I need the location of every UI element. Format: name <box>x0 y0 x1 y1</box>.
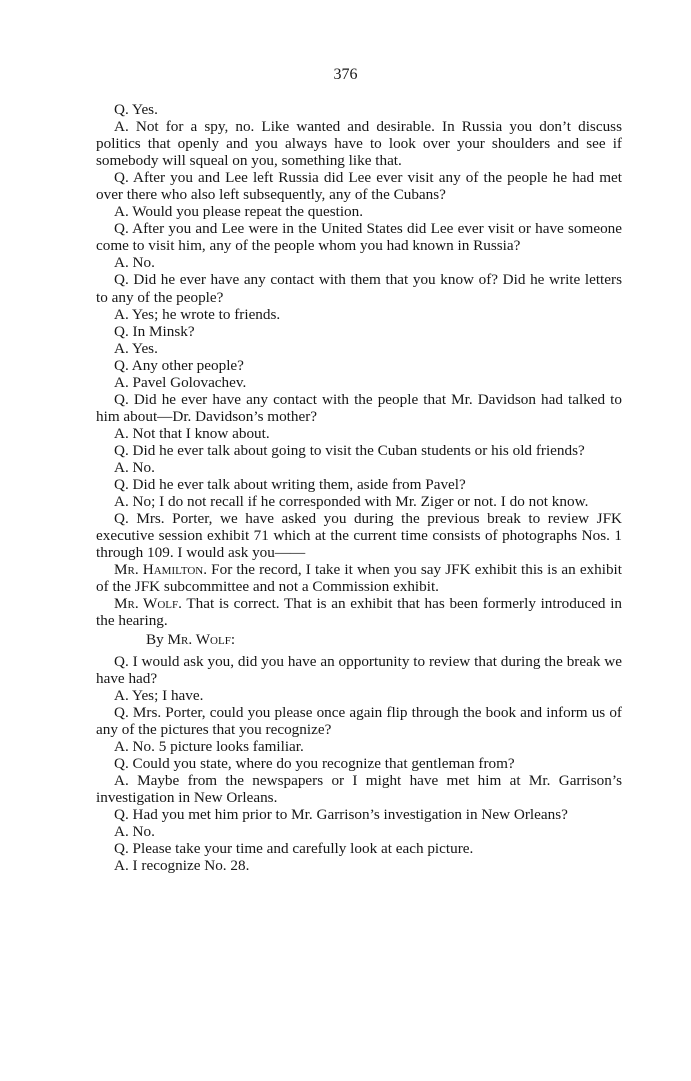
transcript-line: A. Yes; I have. <box>114 686 204 704</box>
speaker-name: Mr. Hamilton. <box>114 561 208 579</box>
transcript-paragraph: Q. Mrs. Porter, could you please once again flip through the book and inform us of any of the pictures that you recognize? <box>96 703 622 738</box>
transcript-line: Q. Please take your time and carefully look at each picture. <box>114 840 474 858</box>
transcript-line: A. I recognize No. 28. <box>114 857 250 875</box>
transcript-line: Q. Yes. <box>114 101 158 118</box>
speaker-text: That is correct. That is an exhibit that has been formerly introduced in the hearing. <box>96 595 623 630</box>
transcript-paragraph: Q. I would ask you, did you have an opportunity to review that during the break we have had? <box>96 652 622 687</box>
transcript-paragraph: Q. Did he ever talk about going to visit the Cuban students or his old friends? <box>114 441 585 459</box>
transcript-paragraph: Q. After you and Lee left Russia did Lee ever visit any of the people he had met over there who also left subsequently, any of the Cubans? <box>96 169 622 204</box>
transcript-line: Q. In Minsk? <box>114 322 195 340</box>
transcript-line: A. Not that I know about. <box>114 424 270 442</box>
transcript-line: A. Yes; he wrote to friends. <box>114 305 281 323</box>
transcript-paragraph: Q. Had you met him prior to Mr. Garrison’s investigation in New Orleans? <box>114 805 568 823</box>
transcript-paragraph: Q. Did he ever have any contact with them that you know of? Did he write letters to any of the people? <box>96 271 622 306</box>
examiner-byline <box>96 631 622 648</box>
speaker-paragraph <box>96 595 622 629</box>
transcript-line: A. Yes. <box>114 339 158 357</box>
transcript-line: A. Pavel Golovachev. <box>114 373 247 391</box>
transcript-paragraph: Q. Did he ever have any contact with the people that Mr. Davidson had talked to him about—Dr. Davidson’s mother? <box>96 390 622 425</box>
speaker-paragraph <box>96 561 622 595</box>
byline-suffix: : <box>230 631 236 649</box>
transcript-line: A. No. 5 picture looks familiar. <box>114 737 304 755</box>
transcript-body <box>96 101 622 874</box>
transcript-line: A. No. <box>114 822 155 840</box>
transcript-paragraph: Q. Mrs. Porter, we have asked you during the previous break to review JFK executive session exhibit 71 which at the current time consists of photographs Nos. 1 through 109. I would ask you—— <box>96 510 622 562</box>
transcript-line: Q. Did he ever talk about writing them, aside from Pavel? <box>114 476 466 494</box>
transcript-paragraph: A. No; I do not recall if he corresponded with Mr. Ziger or not. I do not know. <box>114 493 589 511</box>
transcript-line: A. Would you please repeat the question. <box>114 203 364 221</box>
transcript-line: Q. Any other people? <box>114 356 244 374</box>
transcript-line: Q. Could you state, where do you recognize that gentleman from? <box>114 754 515 772</box>
byline-prefix: By <box>146 631 168 649</box>
transcript-line: A. No. <box>114 254 155 272</box>
transcript-paragraph: Q. After you and Lee were in the United States did Lee ever visit or have someone come to visit him, any of the people whom you had known in Russia? <box>96 220 622 255</box>
speaker-text: For the record, I take it when you say JFK exhibit this is an exhibit of the JFK subcommittee and not a Commission exhibit. <box>96 561 622 596</box>
transcript-paragraph: A. Not for a spy, no. Like wanted and desirable. In Russia you don’t discuss politics that openly and you always have to look over your shoulders and see if somebody will squeal on you, something like that. <box>96 118 622 170</box>
page-number: 376 <box>333 66 358 83</box>
byline-speaker: Mr. Wolf <box>167 631 231 649</box>
transcript-line: A. No. <box>114 458 155 476</box>
speaker-name: Mr. Wolf. <box>114 595 182 613</box>
transcript-paragraph: A. Maybe from the newspapers or I might have met him at Mr. Garrison’s investigation in New Orleans. <box>96 771 622 806</box>
